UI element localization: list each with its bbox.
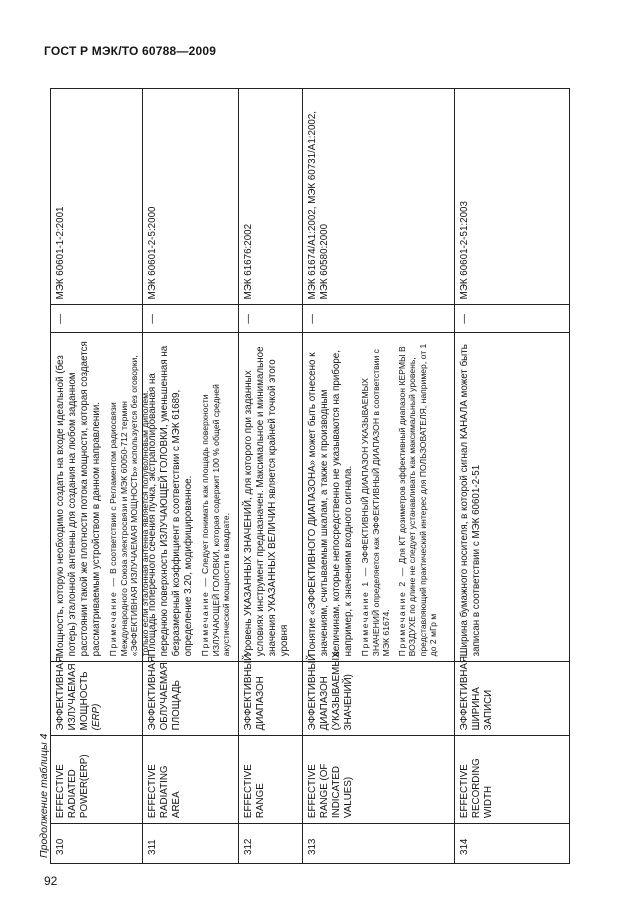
- definition-text: Ширина бумажного носителя, в которой сигнал КАНАЛА может быть записан в соответствии с МЭК 60601-2-51: [459, 344, 482, 657]
- terms-table: [50, 88, 570, 864]
- term-russian: [239, 653, 302, 735]
- term-reference: МЭК 60601-2-5:2000: [147, 206, 158, 300]
- term-english: EFFECTIVE RADIATING AREA: [143, 735, 238, 823]
- term-russian-text: ЭФФЕКТИВНАЯ ОБЛУЧАЕМАЯ ПЛОЩАДЬ: [147, 655, 182, 731]
- note-text: Для КТ дозиметров эффективный диапазон КЕРМЫ В ВОЗДУХЕ по длине не следует устанавливать как максимальный уровень, представляющий практический интерес для ПОЛЬЗОВАТЕЛЯ, например, от 1 до 2 мГр м: [396, 343, 438, 657]
- note-text: Следует понимать как площадь поверхности ИЗЛУЧАЮЩЕЙ ГОЛОВКИ, которая содержит 100 % общей средней акустической мощности в квадрате.: [200, 384, 231, 657]
- term-russian: [143, 655, 238, 735]
- term-dash: —: [455, 304, 569, 332]
- definition-text: Понятие «ЭФФЕКТИВНОГО ДИАПАЗОНА» может быть отнесено к значениям, считываемым шкалам, а также к производным величинам, которые непосредственно не указываются на приборе, например, к значениям входного сигнала.: [307, 350, 354, 657]
- definition-note: [360, 338, 392, 656]
- table-row: [239, 89, 303, 863]
- term-russian-text: ЭФФЕКТИВНАЯ ШИРИНА ЗАПИСИ: [459, 655, 494, 731]
- term-definition: [143, 332, 238, 661]
- page-number: 92: [44, 874, 58, 888]
- document-header: ГОСТ Р МЭК/ТО 60788—2009: [44, 44, 217, 58]
- term-number: 312: [239, 823, 302, 863]
- term-number: 314: [455, 823, 569, 863]
- table-row: [51, 89, 150, 863]
- definition-note: [397, 338, 439, 656]
- term-definition: [455, 332, 569, 661]
- term-russian: [51, 655, 142, 735]
- definition-note: [200, 338, 232, 656]
- term-english: EFFECTIVE RANGE (OF INDICATED VALUES): [303, 735, 454, 823]
- term-definition: [51, 332, 150, 661]
- term-dash: —: [143, 304, 238, 332]
- term-english: EFFECTIVE RADIATED POWER(ERP): [51, 735, 142, 823]
- term-reference: МЭК 60601-2-51:2003: [459, 201, 470, 300]
- term-reference: МЭК 61674/А1:2002, МЭК 60731/А1:2002, МЭК 60580:2000: [307, 110, 330, 300]
- term-russian-text: ЭФФЕКТИВНАЯ ИЗЛУЧАЕМАЯ МОЩНОСТЬ: [55, 655, 90, 731]
- term-russian-abbr: (ERP): [91, 703, 102, 731]
- note-lead: Примечание —: [108, 576, 118, 657]
- term-reference: МЭК 61676:2002: [243, 223, 254, 300]
- definition-text: Уровень УКАЗАННЫХ ЗНАЧЕНИЙ, для которого при заданных условиях инструмент предназначен. Максимальное и минимальное значения УКАЗАННЫХ ВЕЛИЧИН является крайней точкой этого уровня: [243, 346, 290, 657]
- term-russian: [303, 651, 454, 735]
- term-english: EFFECTIVE RECORDING WIDTH: [455, 735, 569, 823]
- table-row: [455, 89, 569, 863]
- table-continuation-caption: Продолжение таблицы 4: [38, 733, 50, 858]
- term-dash: —: [239, 304, 302, 332]
- term-russian-text: ЭФФЕКТИВНЫЙ ДИАПАЗОН: [243, 653, 266, 731]
- term-number: 313: [303, 823, 454, 863]
- definition-text: Площадь поперечного сечения пучка, экстраполированная на переднюю поверхность ИЗЛУЧАЮЩЕЙ ГОЛОВКИ, уменьшенная на безразмерный коэффициент в соответствии с МЭК 61689, определение 3.20, модифицированное.: [147, 345, 194, 657]
- note-text: ЭФФЕКТИВНЫЙ ДИАПАЗОН УКАЗЫВАЕМЫХ ЗНАЧЕНИЙ определяется как ЭФФЕКТИВНЫЙ ДИАПАЗОН в соответствии с МЭК 61674.: [360, 349, 391, 657]
- term-number: 310: [51, 823, 142, 863]
- table-row: [143, 89, 239, 863]
- term-reference: МЭК 60601-1-2:2001: [55, 206, 66, 300]
- note-lead: Примечание 1 —: [360, 566, 370, 657]
- note-lead: Примечание 2 —: [396, 566, 407, 657]
- note-text: В соответствии с Регламентом радиосвязи Международного Союза электросвязи и МЭК 60050-712 термин «ЭФФЕКТИВНАЯ ИЗЛУЧАЕМАЯ МОЩНОСТЬ» используется без оговорки, только если эталонная антенна является полуволновым диполем.: [108, 355, 150, 657]
- term-definition: [239, 332, 302, 661]
- term-dash: —: [303, 304, 454, 332]
- note-lead: Примечание —: [200, 576, 210, 657]
- term-number: 311: [143, 823, 238, 863]
- term-dash: —: [51, 304, 142, 332]
- table-row: [303, 89, 455, 863]
- term-russian-text: ЭФФЕКТИВНЫЙ ДИАПАЗОН (УКАЗЫВАЕМЫХ ЗНАЧЕНИЙ): [307, 651, 354, 731]
- term-english: EFFECTIVE RANGE: [239, 735, 302, 823]
- definition-text: Мощность, которую необходимо создать на входе идеальной (без потерь) эталонной антенны для создания на любом заданном расстоянии такой же плотности потока мощности, которая создается рассматриваемым устройством в данном направлении.: [55, 341, 102, 657]
- term-definition: [303, 332, 454, 661]
- term-russian: [455, 655, 569, 735]
